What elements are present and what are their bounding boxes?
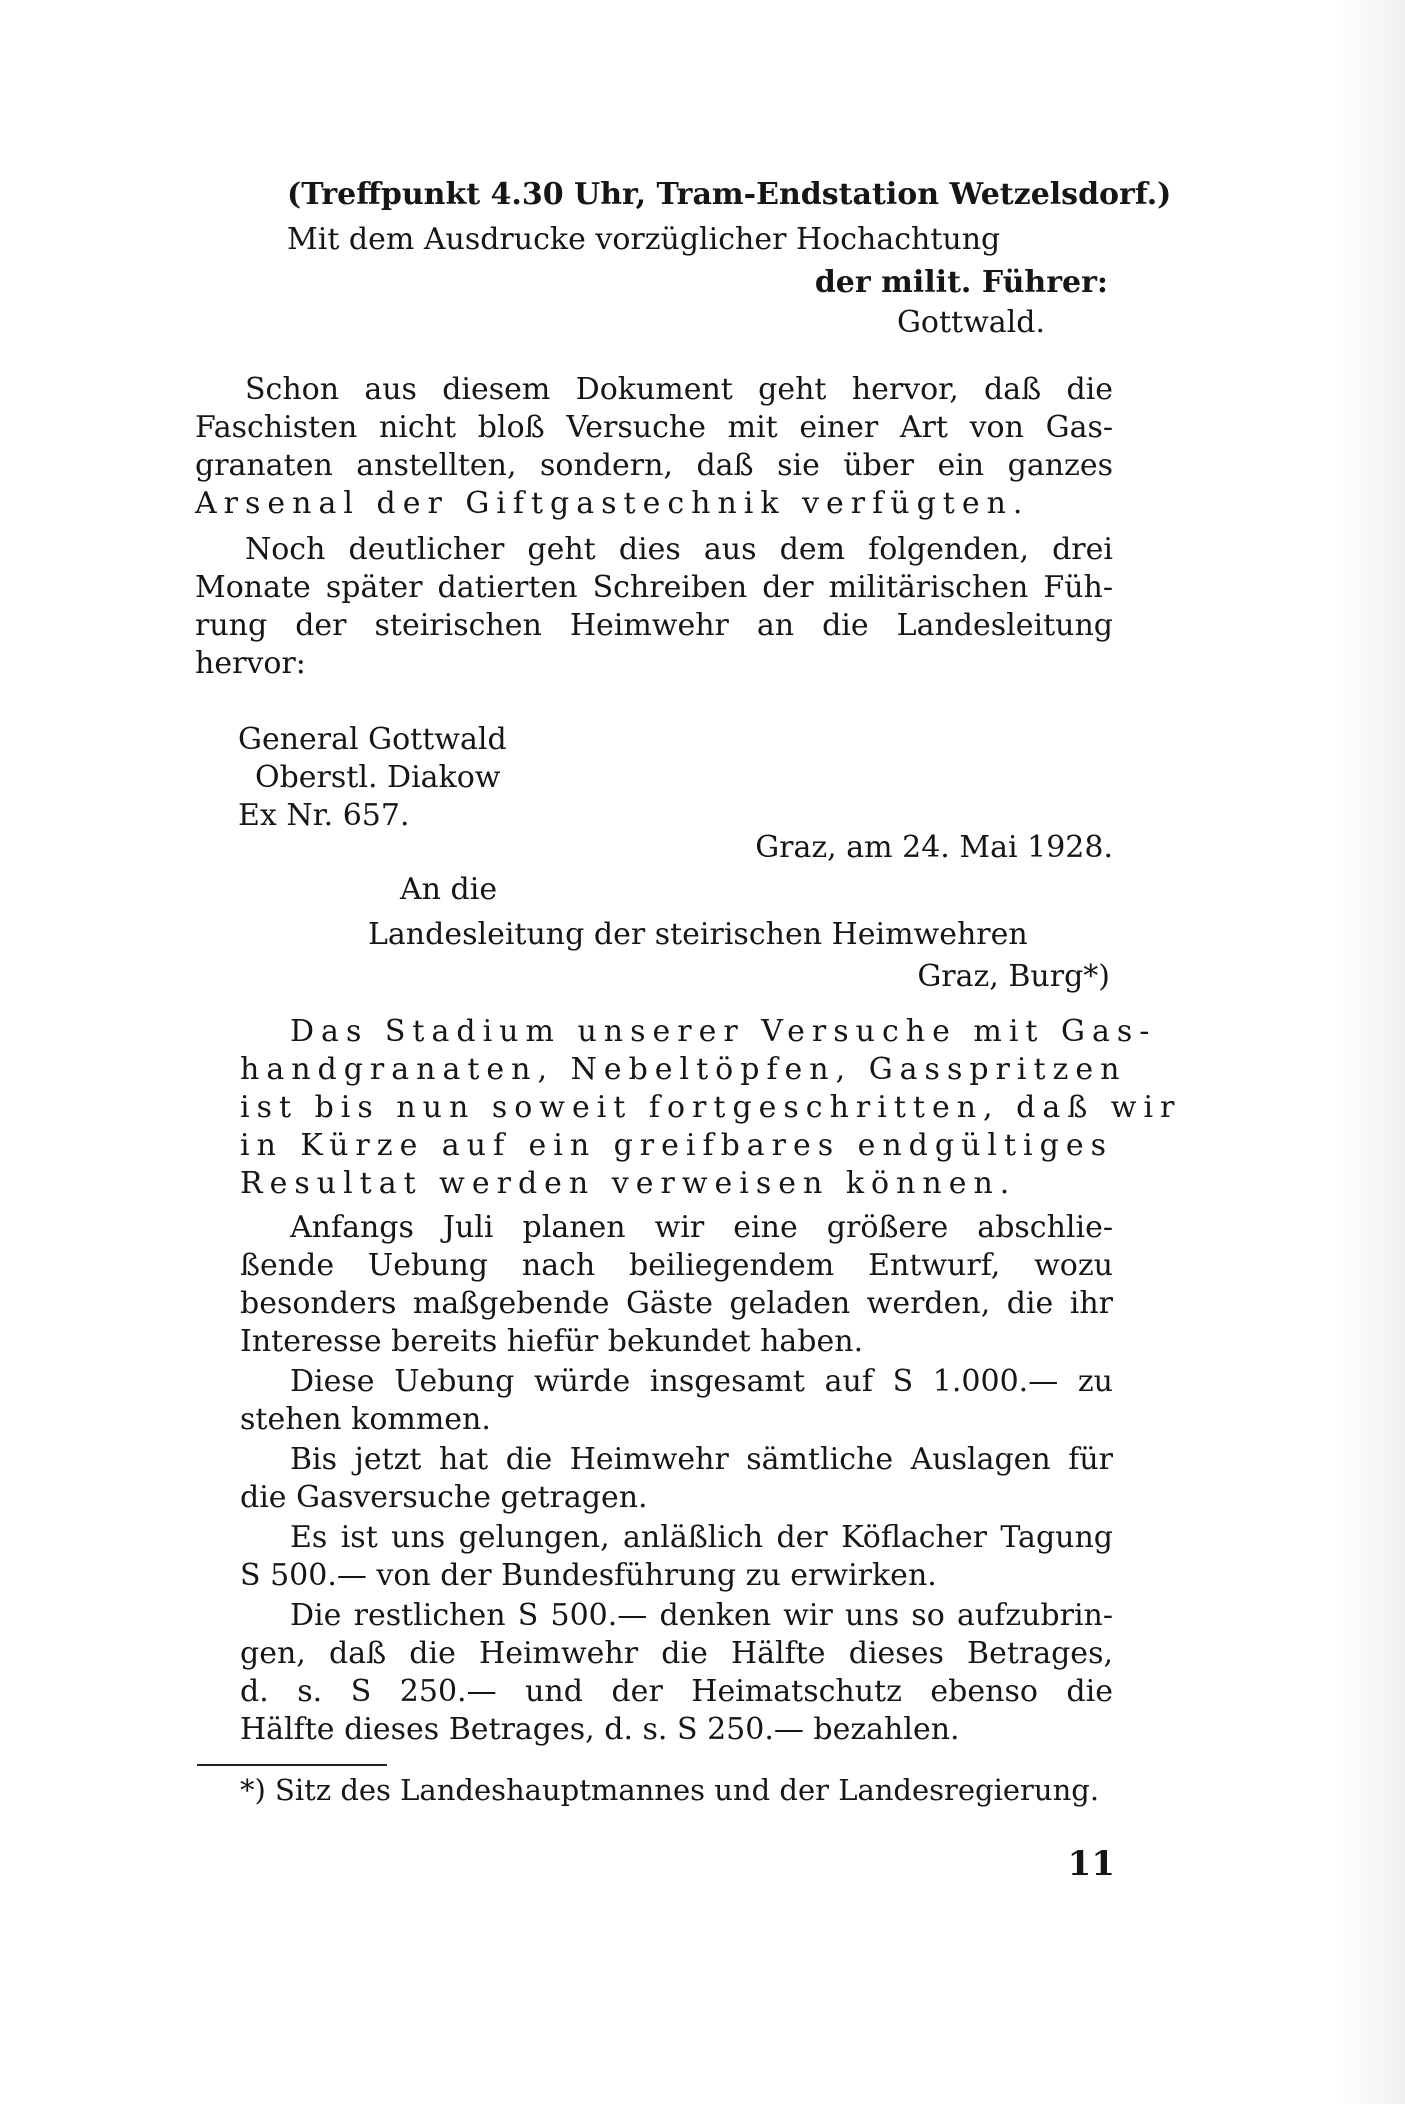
paragraph-2-line-1: Noch deutlicher geht dies aus dem folgenden, drei (245, 532, 1113, 567)
letter-date: Graz, am 24. Mai 1928. (755, 830, 1113, 865)
page-edge-shading (1335, 0, 1405, 2104)
letter-body-p6-line-3: d. s. S 250.— und der Heimatschutz ebenso die (240, 1674, 1113, 1709)
page-number: 11 (1067, 1844, 1115, 1884)
letter-signature: Gottwald. (896, 305, 1045, 340)
footnote: *) Sitz des Landeshauptmannes und der Landesregierung. (240, 1773, 1100, 1807)
letter-body-p2-line-1: Anfangs Juli planen wir eine größere abschlie- (290, 1210, 1113, 1245)
paragraph-1-line-3: granaten anstellten, sondern, daß sie über ein ganzes (195, 448, 1113, 483)
letter-regards: Mit dem Ausdrucke vorzüglicher Hochachtung (287, 222, 1001, 257)
letter-body-p2-line-2: ßende Uebung nach beiliegendem Entwurf, wozu (240, 1248, 1113, 1283)
letter-body-p5-line-2: S 500.— von der Bundesführung zu erwirken. (240, 1558, 937, 1593)
letter-body-p1-line-3: ist bis nun soweit fortgeschritten, daß wir (240, 1090, 1182, 1125)
reference-number: Ex Nr. 657. (238, 798, 410, 833)
letter-body-p6-line-1: Die restlichen S 500.— denken wir uns so aufzubrin- (290, 1598, 1113, 1633)
letter-body-p2-line-3: besonders maßgebende Gäste geladen werden, die ihr (240, 1286, 1113, 1321)
meeting-note: (Treffpunkt 4.30 Uhr, Tram-Endstation Wetzelsdorf.) (287, 177, 1172, 212)
letter-body-p1-line-2: handgranaten, Nebeltöpfen, Gasspritzen (240, 1052, 1127, 1087)
paragraph-2-line-3: rung der steirischen Heimwehr an die Landesleitung (195, 608, 1113, 643)
letter-body-p4-line-2: die Gasversuche getragen. (240, 1480, 648, 1515)
letter-body-p3-line-2: stehen kommen. (240, 1402, 491, 1437)
recipient-prefix: An die (400, 872, 498, 907)
paragraph-2-line-4: hervor: (195, 646, 306, 681)
letter-body-p1-line-4: in Kürze auf ein greifbares endgültiges (240, 1128, 1113, 1163)
letter-body-p6-line-2: gen, daß die Heimwehr die Hälfte dieses Betrages, (240, 1636, 1113, 1671)
sender-general: General Gottwald (238, 722, 507, 757)
paragraph-1-line-2: Faschisten nicht bloß Versuche mit einer Art von Gas- (195, 410, 1113, 445)
letter-body-p3-line-1: Diese Uebung würde insgesamt auf S 1.000.— zu (290, 1364, 1113, 1399)
letter-body-p2-line-4: Interesse bereits hiefür bekundet haben. (240, 1324, 864, 1359)
paragraph-1-line-4: Arsenal der Giftgastechnik verfügten. (195, 486, 1030, 521)
footnote-rule (197, 1764, 387, 1766)
letter-body-p5-line-1: Es ist uns gelungen, anläßlich der Köflacher Tagung (290, 1520, 1113, 1555)
letter-body-p1-line-5: Resultat werden verweisen können. (240, 1166, 1017, 1201)
letter-body-p4-line-1: Bis jetzt hat die Heimwehr sämtliche Auslagen für (290, 1442, 1113, 1477)
paragraph-2-line-2: Monate später datierten Schreiben der militärischen Füh- (195, 570, 1113, 605)
letter-body-p6-line-4: Hälfte dieses Betrages, d. s. S 250.— bezahlen. (240, 1712, 960, 1747)
sender-oberstl: Oberstl. Diakow (255, 760, 501, 795)
recipient-address: Graz, Burg*) (917, 959, 1110, 994)
paragraph-1-line-1: Schon aus diesem Dokument geht hervor, daß die (245, 372, 1113, 407)
letter-signer-role: der milit. Führer: (814, 265, 1108, 300)
letter-body-p1-line-1: Das Stadium unserer Versuche mit Gas- (290, 1014, 1157, 1049)
recipient-name: Landesleitung der steirischen Heimwehren (368, 917, 1028, 952)
